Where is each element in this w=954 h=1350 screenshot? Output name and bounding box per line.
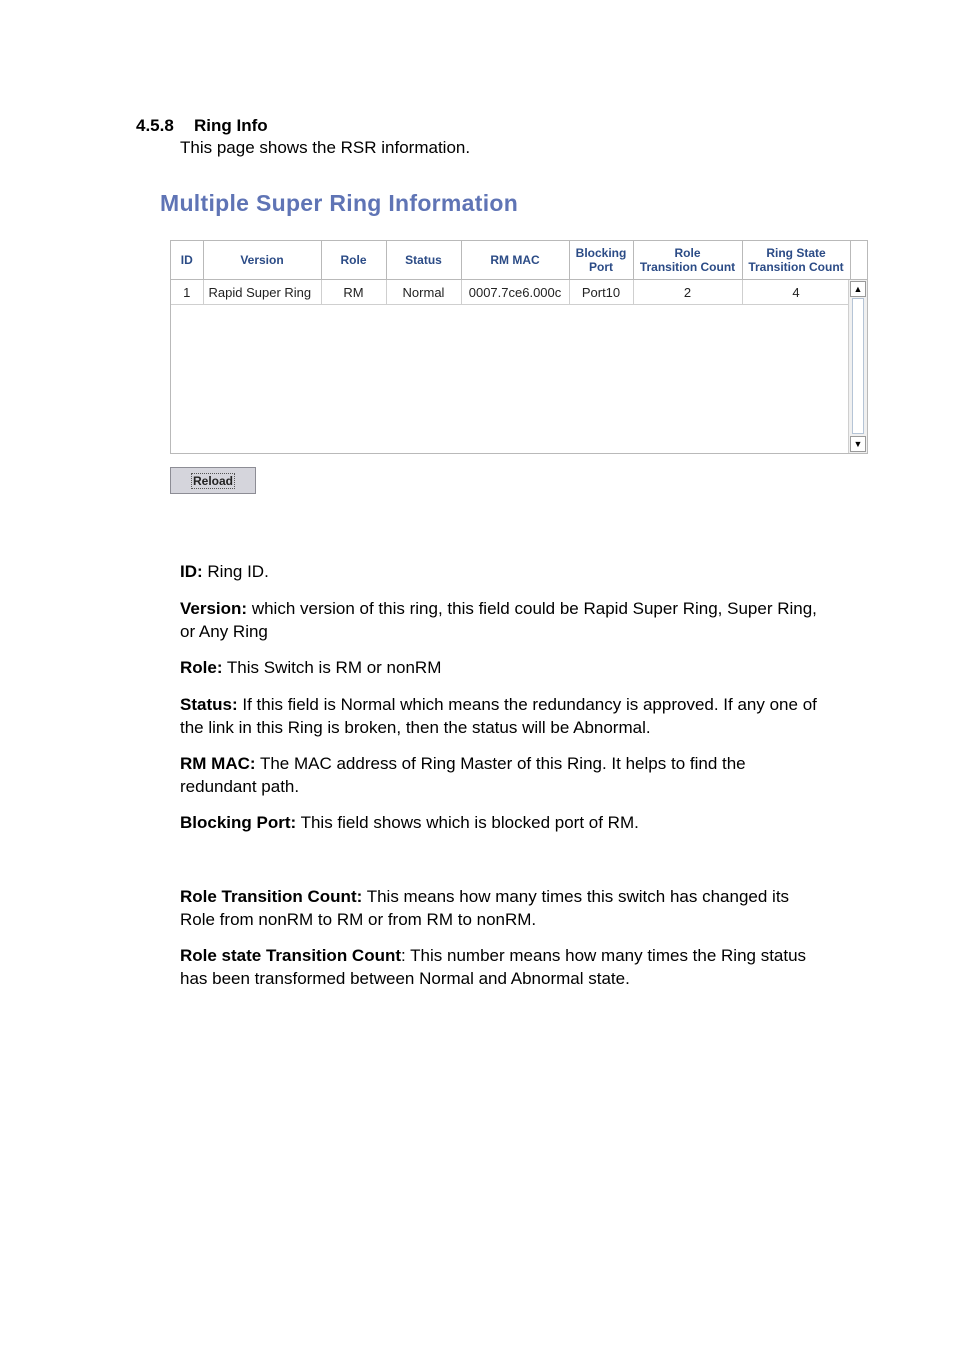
col-header-ring-state-transition-count: Ring State Transition Count bbox=[742, 241, 850, 280]
scroll-down-arrow-icon[interactable]: ▼ bbox=[850, 436, 866, 452]
cell-rm-mac: 0007.7ce6.000c bbox=[461, 280, 569, 305]
col-header-blocking-port: Blocking Port bbox=[569, 241, 633, 280]
term-text: This means how many times this switch has changed its Role from nonRM to RM or from RM to nonRM. bbox=[180, 887, 790, 929]
term-label: Role: bbox=[180, 658, 223, 677]
description-version bbox=[180, 598, 820, 643]
section-heading bbox=[136, 116, 268, 136]
reload-button[interactable] bbox=[170, 467, 256, 494]
section-title: Ring Info bbox=[194, 116, 268, 135]
section-number: 4.5.8 bbox=[136, 116, 174, 135]
term-text: The MAC address of Ring Master of this Ring. It helps to find the redundant path. bbox=[180, 754, 746, 796]
term-label: RM MAC: bbox=[180, 754, 256, 773]
term-text: If this field is Normal which means the redundancy is approved. If any one of the link in this Ring is broken, then the status will be Abnormal. bbox=[180, 695, 817, 737]
term-label: Role Transition Count: bbox=[180, 887, 363, 906]
figure-title: Multiple Super Ring Information bbox=[160, 190, 519, 216]
col-header-rm-mac: RM MAC bbox=[461, 241, 569, 280]
cell-role-transition-count: 2 bbox=[633, 280, 742, 305]
vertical-scrollbar[interactable] bbox=[848, 280, 867, 453]
scroll-up-arrow-icon[interactable]: ▲ bbox=[850, 281, 866, 297]
col-header-status: Status bbox=[386, 241, 461, 280]
term-text: : This number means how many times the Ring status has been transformed between Normal and Abnormal state. bbox=[180, 946, 807, 988]
cell-version: Rapid Super Ring bbox=[203, 280, 321, 305]
description-status bbox=[180, 694, 820, 739]
description-rm-mac bbox=[180, 753, 820, 798]
cell-role: RM bbox=[321, 280, 386, 305]
table-row[interactable] bbox=[171, 280, 850, 305]
description-id bbox=[180, 561, 820, 584]
term-text: This Switch is RM or nonRM bbox=[222, 658, 442, 677]
description-role-transition-count bbox=[180, 886, 820, 931]
reload-button-label: Reload bbox=[192, 473, 233, 488]
description-role bbox=[180, 657, 820, 680]
cell-status: Normal bbox=[386, 280, 461, 305]
ring-info-table bbox=[171, 241, 851, 305]
term-label: Blocking Port: bbox=[180, 813, 297, 832]
col-header-role: Role bbox=[321, 241, 386, 280]
term-label: Role state Transition Count bbox=[180, 946, 402, 965]
term-label: Version: bbox=[180, 599, 248, 618]
description-role-state-transition-count bbox=[180, 945, 820, 990]
term-label: ID: bbox=[180, 562, 203, 581]
col-header-version: Version bbox=[203, 241, 321, 280]
table-header-row bbox=[171, 241, 850, 280]
term-text: This field shows which is blocked port of RM. bbox=[296, 813, 639, 832]
section-intro: This page shows the RSR information. bbox=[180, 138, 471, 157]
scrollbar-thumb[interactable] bbox=[852, 298, 864, 434]
header-filler bbox=[848, 241, 867, 280]
term-text: which version of this ring, this field could be Rapid Super Ring, Super Ring, or Any Ring bbox=[180, 599, 817, 641]
term-label: Status: bbox=[180, 695, 238, 714]
cell-ring-state-transition-count: 4 bbox=[742, 280, 850, 305]
col-header-id: ID bbox=[171, 241, 203, 280]
ring-info-table-panel bbox=[170, 240, 868, 454]
cell-id: 1 bbox=[171, 280, 203, 305]
term-text: Ring ID. bbox=[202, 562, 269, 581]
description-blocking-port bbox=[180, 812, 820, 835]
cell-blocking-port: Port10 bbox=[569, 280, 633, 305]
col-header-role-transition-count: Role Transition Count bbox=[633, 241, 742, 280]
